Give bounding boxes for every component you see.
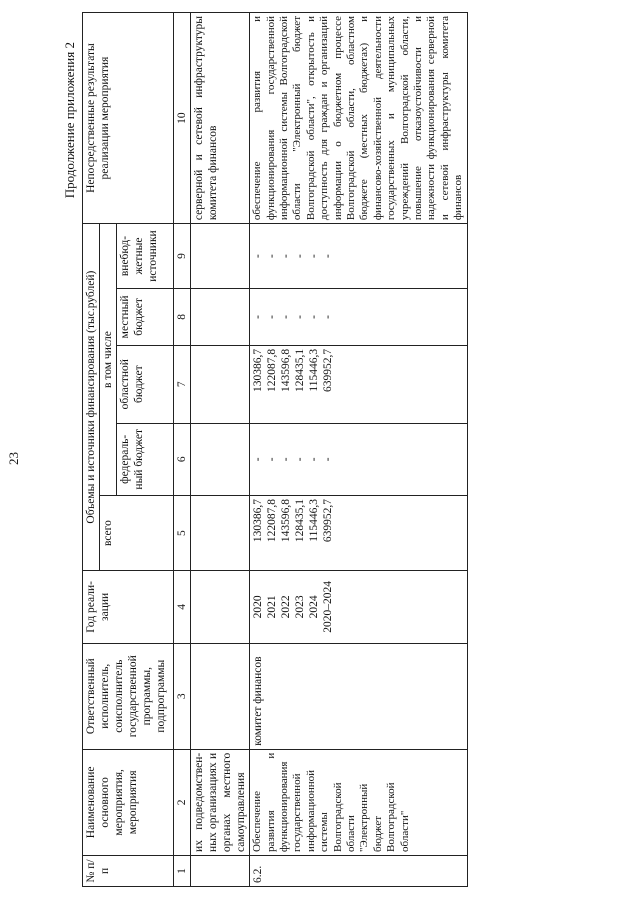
header-total: всего: [100, 496, 174, 571]
header-results: Непосредственные результаты реализации мероприятия: [83, 13, 174, 224]
header-year: Год реали-зации: [83, 571, 174, 644]
regional-cell: 128435,1: [294, 348, 307, 392]
total-cell: 128435,1: [294, 499, 307, 543]
local-cell: -: [266, 314, 279, 319]
total-cell: 130386,7: [252, 499, 265, 543]
regional-list: [250, 345, 468, 423]
total-cell: 639952,7: [322, 499, 335, 543]
regional-cell: 130386,7: [252, 348, 265, 392]
offbudget-cell: -: [252, 254, 265, 258]
column-number: 2: [174, 749, 191, 855]
year-cell: 2020–2024: [322, 581, 335, 633]
total-cell: 122087,8: [266, 499, 279, 543]
header-executor: Ответственный исполнитель, соисполнитель государственной программы, подпрограммы: [83, 643, 174, 749]
header-funding: Объемы и источники финансирования (тыс.рублей): [83, 224, 100, 571]
local-cell: -: [252, 314, 265, 319]
federal-list: [250, 423, 468, 496]
header-offbudget: внебюд-жетные источники: [117, 224, 174, 289]
continuation-result: серверной и сетевой инфраструктуры комитета финансов: [191, 13, 250, 224]
federal-cell: -: [308, 457, 321, 462]
local-cell: -: [308, 314, 321, 319]
header-local: местный бюджет: [117, 288, 174, 345]
header-including: в том числе: [100, 224, 117, 496]
header-number: № п/п: [83, 855, 174, 886]
column-number: 8: [174, 288, 191, 345]
column-number: 4: [174, 571, 191, 644]
regional-cell: 115446,3: [308, 348, 321, 392]
row-6-2: [250, 13, 468, 887]
total-cell: 115446,3: [308, 499, 321, 542]
offbudget-cell: -: [266, 254, 279, 258]
local-cell: -: [322, 314, 335, 319]
year-cell: 2021: [266, 595, 279, 619]
year-cell: 2024: [308, 595, 321, 619]
regional-cell: 122087,8: [266, 348, 279, 392]
offbudget-cell: -: [308, 254, 321, 258]
year-cell: 2020: [252, 595, 265, 619]
offbudget-list: [250, 224, 468, 289]
federal-cell: -: [280, 457, 293, 462]
regional-cell: 639952,7: [322, 348, 335, 392]
activity-name: Обеспечение развития и функционирования государственной информационной системы Волгоградской области "Электронный бюджет Волгоградской области": [250, 749, 468, 855]
appendix-label: Продолжение приложения 2: [62, 42, 77, 199]
regional-cell: 143596,8: [280, 348, 293, 392]
year-cell: 2022: [280, 595, 293, 619]
header-name: Наименование основного мероприятия, мероприятия: [83, 749, 174, 855]
total-cell: 143596,8: [280, 499, 293, 543]
total-list: [250, 496, 468, 571]
page-number: 23: [6, 452, 21, 465]
header-federal: федераль-ный бюджет: [117, 423, 174, 496]
header-regional: областной бюджет: [117, 345, 174, 423]
offbudget-cell: -: [294, 254, 307, 258]
federal-cell: -: [322, 457, 335, 462]
continuation-row: [191, 13, 250, 887]
year-list: [250, 571, 468, 644]
column-number: 5: [174, 496, 191, 571]
local-cell: -: [294, 314, 307, 319]
activity-result: обеспечение развития и функционирования государственной информационной системы Волгоградской области "Электронный бюджет Волгоградской области", открытость и доступность для граждан и организаций информации о бюджетном процессе Волгоградской области, областном бюджете (местных бюджетах) и финансово-хозяйственной деятельности государственных и муниципальных учреждений Волгоградской области, повышение отказоустойчивости и надежности функционирования серверной и сетевой инфраструктуры комитета финансов: [250, 13, 468, 224]
column-number: 6: [174, 423, 191, 496]
local-list: [250, 288, 468, 345]
federal-cell: -: [266, 457, 279, 462]
offbudget-cell: -: [322, 254, 335, 258]
program-table: [82, 12, 468, 887]
continuation-name: их подведомствен-ных организациях и органах местного самоуправления: [191, 749, 250, 855]
column-number: 3: [174, 643, 191, 749]
federal-cell: -: [252, 457, 265, 462]
column-number: 9: [174, 224, 191, 289]
column-number: 7: [174, 345, 191, 423]
header-row-1: [83, 13, 100, 887]
row-number: 6.2.: [250, 855, 468, 886]
column-number: 1: [174, 855, 191, 886]
column-number: 10: [174, 13, 191, 224]
year-cell: 2023: [294, 595, 307, 619]
offbudget-cell: -: [280, 254, 293, 258]
responsible-executor: комитет финансов: [250, 643, 468, 749]
local-cell: -: [280, 314, 293, 319]
column-numbers-row: [174, 13, 191, 887]
federal-cell: -: [294, 457, 307, 462]
